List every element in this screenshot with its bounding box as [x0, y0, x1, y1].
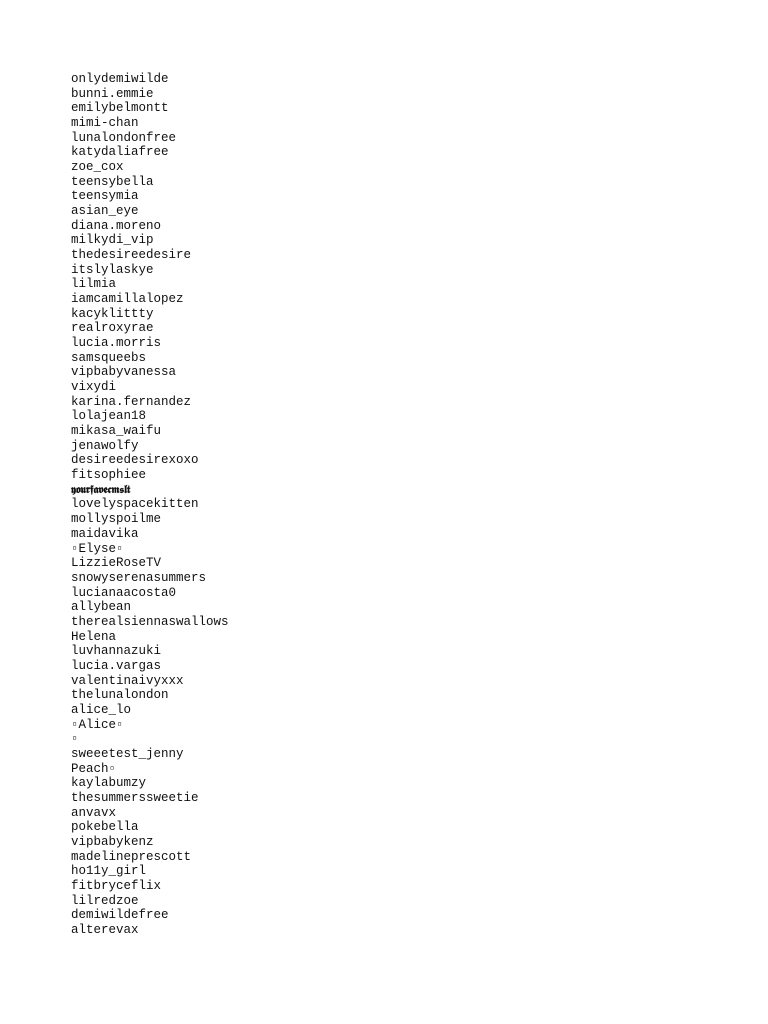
list-item: demiwildefree: [71, 908, 169, 923]
list-item: diana.moreno: [71, 218, 162, 233]
list-item: vixydi: [71, 380, 117, 395]
list-item: ho11y_girl: [71, 864, 147, 879]
list-item: LizzieRoseTV: [71, 556, 162, 571]
list-item: allybean: [71, 600, 132, 615]
list-item: madelineprescott: [71, 849, 192, 864]
list-item: lucianaacosta0: [71, 585, 177, 600]
list-item: thelunalondon: [71, 688, 169, 703]
list-item: 𝖞𝖔𝖚𝖗𝖋𝖆𝖛𝖊𝖈𝖒𝖘𝖑𝖙: [71, 482, 130, 496]
list-item: pokebella: [71, 820, 139, 835]
list-item: Helena: [71, 629, 117, 644]
list-item: vipbabykenz: [71, 834, 154, 849]
list-item: samsqueebs: [71, 350, 147, 365]
list-item: thedesireedesire: [71, 248, 192, 263]
list-item: ▫: [71, 732, 79, 747]
list-item: mikasa_waifu: [71, 424, 162, 439]
list-item: fitbryceflix: [71, 878, 162, 893]
list-item: karina.fernandez: [71, 394, 192, 409]
list-item: teensymia: [71, 189, 139, 204]
list-item: lolajean18: [71, 409, 147, 424]
list-item: mollyspoilme: [71, 512, 162, 527]
list-item: thesummerssweetie: [71, 790, 199, 805]
list-item: zoe_cox: [71, 160, 124, 175]
list-item: iamcamillalopez: [71, 292, 184, 307]
list-item: therealsiennaswallows: [71, 614, 229, 629]
list-item: milkydi_vip: [71, 233, 154, 248]
list-item: jenawolfy: [71, 438, 139, 453]
list-item: sweeetest_jenny: [71, 746, 184, 761]
username-list: [71, 72, 751, 938]
list-item: onlydemiwilde: [71, 72, 169, 86]
list-item: teensybella: [71, 174, 154, 189]
list-item: lilmia: [71, 277, 117, 292]
list-item: snowyserenasummers: [71, 570, 207, 585]
list-item: valentinaivyxxx: [71, 673, 184, 688]
list-item: emilybelmontt: [71, 101, 169, 116]
list-item: kaylabumzy: [71, 776, 147, 791]
list-item: anvavx: [71, 805, 117, 820]
list-item: katydaliafree: [71, 145, 169, 160]
list-item: kacyklittty: [71, 306, 154, 321]
list-item: lilredzoe: [71, 893, 139, 908]
list-item: mimi-chan: [71, 116, 139, 131]
list-item: bunni.emmie: [71, 86, 154, 101]
list-item: realroxyrae: [71, 321, 154, 336]
list-item: alice_lo: [71, 702, 132, 717]
list-item: asian_eye: [71, 204, 139, 219]
list-item: fitsophiee: [71, 468, 147, 483]
list-item: desireedesirexoxo: [71, 453, 199, 468]
document-page: [71, 72, 751, 938]
list-item: ▫Alice▫: [71, 717, 124, 732]
list-item: lucia.morris: [71, 336, 162, 351]
list-item: itslylaskye: [71, 262, 154, 277]
list-item: alterevax: [71, 922, 139, 937]
list-item: luvhannazuki: [71, 644, 162, 659]
list-item: lunalondonfree: [71, 130, 177, 145]
list-item: vipbabyvanessa: [71, 365, 177, 380]
list-item: lovelyspacekitten: [71, 497, 199, 512]
list-item: ▫Elyse▫: [71, 541, 124, 556]
list-item: maidavika: [71, 526, 139, 541]
list-item: lucia.vargas: [71, 658, 162, 673]
list-item: Peach▫: [71, 761, 117, 776]
